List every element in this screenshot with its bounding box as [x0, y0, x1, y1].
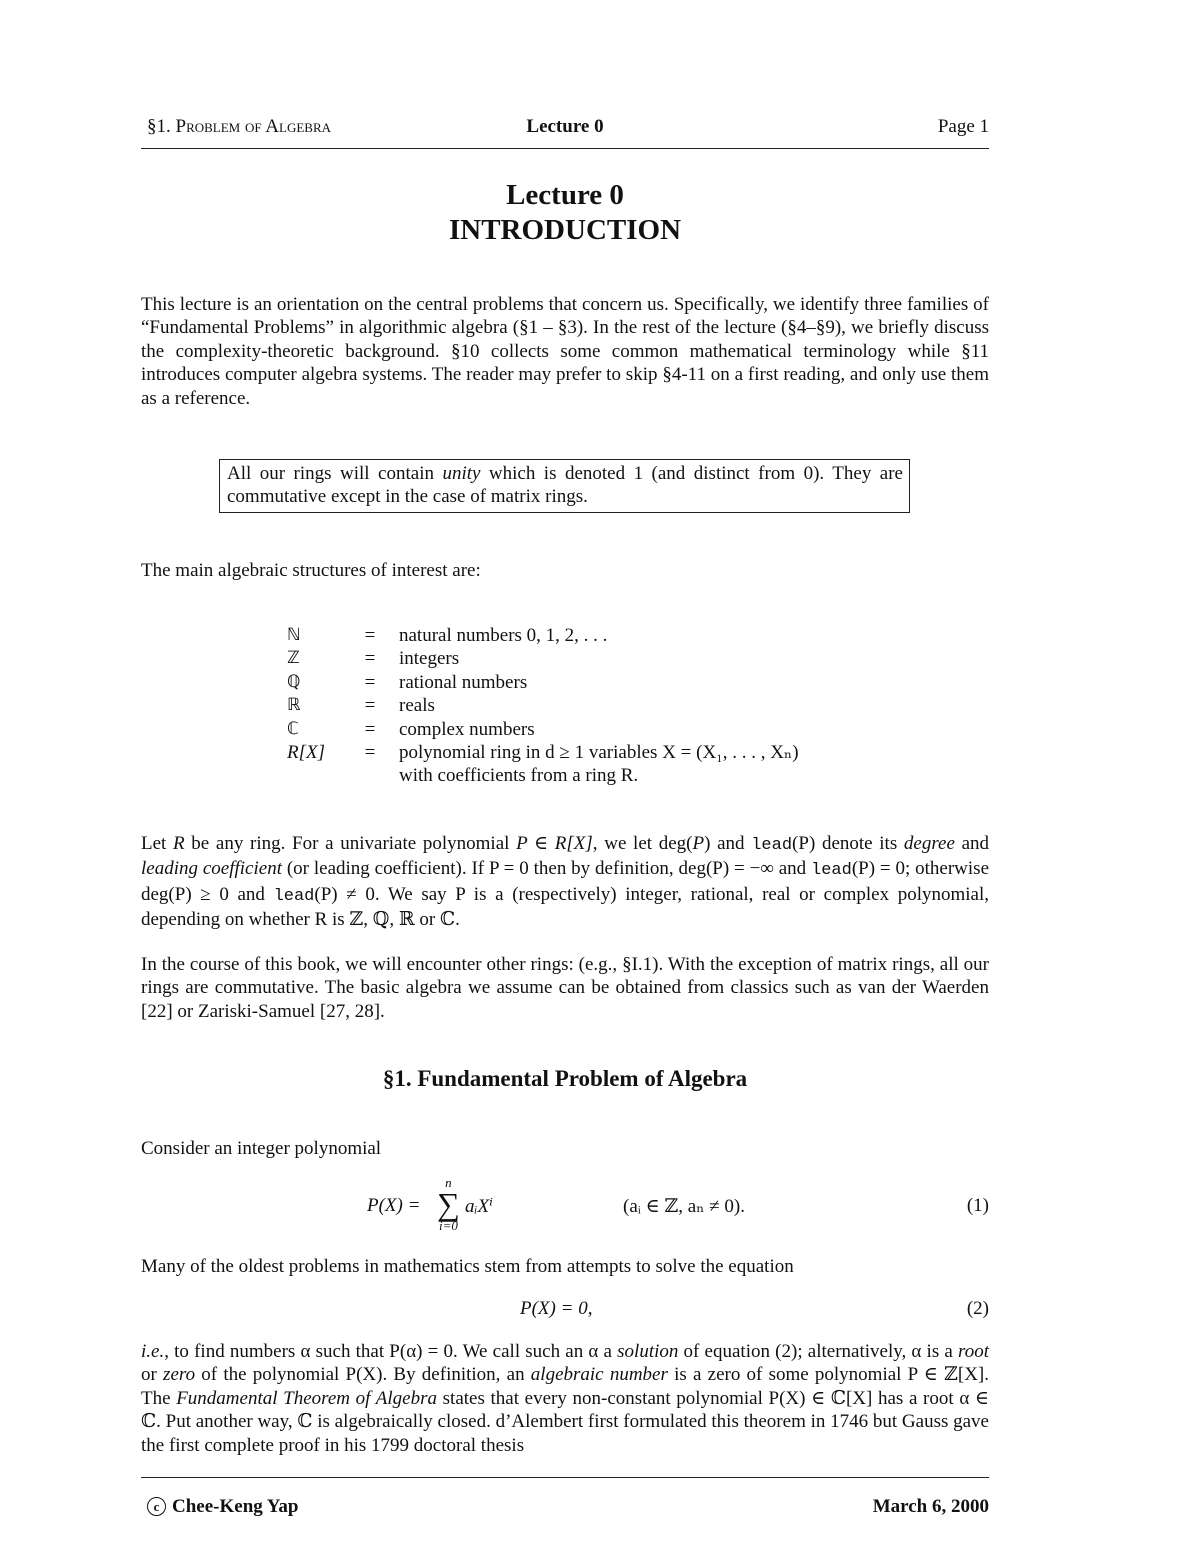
structure-row [287, 718, 799, 741]
structure-row [287, 624, 799, 647]
equation-number-2: (2) [966, 1298, 989, 1319]
text: Let [141, 833, 173, 854]
emph-degree: degree [903, 833, 955, 854]
title-line-2: INTRODUCTION [448, 214, 682, 246]
lead-operator: lead [811, 861, 852, 881]
rings-paragraph: In the course of this book, we will encounter other rings: (e.g., §I.1). With the exception of matrix rings, all our rings are commutative. The basic algebra we assume can be obtained from classics such as van der Waerden [22] or Zariski-Samuel [27, 28]. [141, 954, 989, 1022]
structure-desc: reals [399, 695, 435, 717]
equation-1 [141, 1176, 989, 1240]
text: (P) = 0; otherwise deg(P) ≥ 0 and [141, 858, 989, 905]
structure-row [287, 694, 799, 717]
eq1-condition: (aᵢ ∈ ℤ, aₙ ≠ 0). [623, 1196, 745, 1217]
sum-lower-limit: i=0 [438, 1218, 458, 1233]
structure-symbol: ℚ [287, 671, 301, 692]
text: of the polynomial P(X). By definition, an [195, 1364, 531, 1386]
text: (P) ≠ 0. We say P is a (respectively) integer, rational, real or complex polynomial, depending on whether R is ℤ, ℚ, ℝ or ℂ. [141, 883, 990, 931]
text: (P) denote its [792, 833, 904, 854]
running-header [141, 116, 989, 140]
title-line-1: Lecture 0 [506, 179, 624, 211]
math-var: R [173, 833, 185, 854]
math-var: P [692, 833, 705, 854]
sum-upper-limit: n [445, 1175, 452, 1190]
structure-symbol: ℂ [287, 718, 299, 739]
unity-note-box [219, 459, 910, 513]
header-lecture: Lecture 0 [526, 116, 604, 137]
author-name: Chee-Keng Yap [172, 1496, 299, 1517]
structure-desc-line-1: polynomial ring in d ≥ 1 variables X = (X₁, . . . , Xₙ) [399, 742, 799, 764]
fta-paragraph [141, 1340, 989, 1457]
emph-leading-coefficient: leading coefficient [141, 858, 282, 880]
text: is a zero of some polynomial P ∈ ℤ[X]. The [141, 1364, 990, 1409]
text: of equation (2); alternatively, α is a [678, 1341, 959, 1362]
structures-table [287, 624, 799, 788]
structure-desc: natural numbers 0, 1, 2, . . . [399, 625, 608, 646]
structure-row [287, 647, 799, 670]
structure-row [287, 741, 799, 788]
structure-desc: integers [399, 648, 460, 670]
structure-row [287, 671, 799, 694]
eq1-term: aᵢXⁱ [465, 1196, 493, 1217]
emph-ie: i.e. [141, 1341, 165, 1362]
structure-eq: = [364, 695, 376, 717]
box-text-2: which is denoted 1 (and distinct from 0). They are commutative except in the case of matrix rings. [227, 463, 903, 508]
text: be any ring. For a univariate polynomial [184, 833, 517, 854]
structure-desc: complex numbers [399, 718, 535, 740]
structure-eq: = [364, 625, 376, 646]
eq1-lhs: P(X) = [367, 1195, 421, 1216]
emph-zero: zero [163, 1364, 196, 1386]
header-section: §1. Problem of Algebra [147, 116, 332, 137]
sum-operator [437, 1176, 460, 1232]
consider-text: Consider an integer polynomial [141, 1138, 382, 1159]
section-heading: §1. Fundamental Problem of Algebra [382, 1066, 748, 1091]
structure-symbol: ℕ [287, 625, 301, 645]
equation-number-1: (1) [966, 1195, 989, 1216]
emph-algebraic-number: algebraic number [530, 1364, 668, 1386]
structure-eq: = [364, 718, 376, 740]
structure-symbol: ℤ [287, 648, 300, 669]
text: (or leading coefficient). If P = 0 then by definition, deg(P) = −∞ and [281, 858, 812, 880]
structures-intro: The main algebraic structures of interest are: [141, 560, 481, 581]
emph-fundamental-theorem: Fundamental Theorem of Algebra [176, 1387, 437, 1409]
text: , we let deg( [592, 833, 693, 854]
text: states that every non-constant polynomial P(X) ∈ ℂ[X] has a root α ∈ ℂ. Put another way, ℂ is algebraically closed. d’Alembert first formulated this theorem in 1746 but Gauss gave the first complete proof in his 1799 doctoral thesis [141, 1387, 989, 1456]
footer-date: March 6, 2000 [872, 1496, 989, 1517]
header-rule [141, 148, 989, 149]
degree-lead-paragraph [141, 832, 989, 932]
eq2-expr: P(X) = 0, [520, 1298, 593, 1319]
header-page-number: Page 1 [937, 116, 989, 137]
structure-eq: = [364, 742, 376, 764]
intro-paragraph: This lecture is an orientation on the central problems that concern us. Specifically, we identify three families of “Fundamental Problems” in algorithmic algebra (§1 – §3). In the rest of the lecture (§4–§9), we briefly discuss the complexity-theoretic background. §10 collects some common mathematical terminology while §11 introduces computer algebra systems. The reader may prefer to skip §4-11 on a first reading, and only use them as a reference. [141, 294, 989, 409]
lead-operator: lead [273, 886, 315, 906]
text: , to find numbers α such that P(α) = 0. We call such an α a [164, 1341, 618, 1362]
sigma-symbol: ∑ [437, 1186, 460, 1222]
footer-rule [141, 1477, 989, 1478]
footer-author [147, 1496, 299, 1518]
emph-root: root [958, 1341, 989, 1362]
box-emph-unity: unity [442, 463, 481, 484]
text: or [141, 1364, 164, 1386]
box-text-1: All our rings will contain [227, 463, 443, 484]
structure-eq: = [364, 648, 376, 670]
text: and [954, 833, 990, 854]
text: ) and [704, 833, 752, 854]
copyright-icon: c [147, 1497, 166, 1516]
structure-symbol: R[X] [287, 742, 325, 764]
math-expr: P ∈ R[X] [516, 833, 593, 854]
structure-desc: rational numbers [399, 671, 528, 693]
structure-eq: = [364, 671, 376, 693]
structure-desc [391, 741, 799, 788]
lecture-title [141, 178, 989, 248]
lead-operator: lead [751, 836, 793, 855]
structure-symbol: ℝ [287, 695, 301, 716]
emph-solution: solution [617, 1341, 679, 1362]
structure-desc-line-2: with coefficients from a ring R. [399, 765, 639, 787]
many-text: Many of the oldest problems in mathematics stem from attempts to solve the equation [141, 1256, 794, 1277]
